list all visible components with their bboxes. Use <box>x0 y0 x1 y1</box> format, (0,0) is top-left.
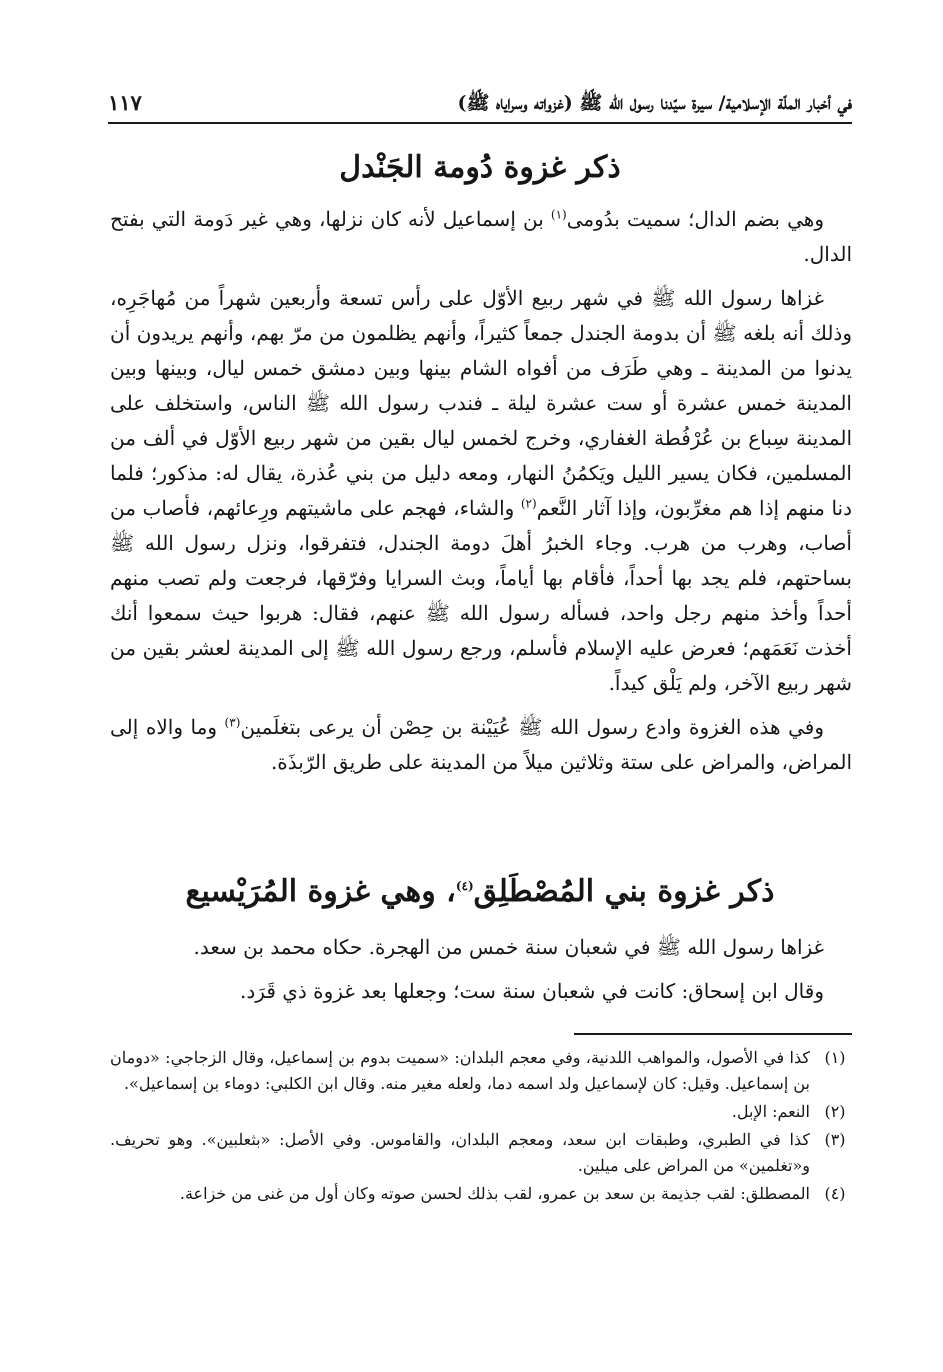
footnote-marker[interactable]: (٢) <box>520 496 537 511</box>
section-body-dumat-al-jandal <box>110 202 852 789</box>
footnote-3 <box>110 1127 852 1179</box>
footnote-marker[interactable]: (٣) <box>224 715 241 730</box>
heading-text: ذكر غزوة بني المُصْطَلِق <box>473 874 775 909</box>
footnote-1 <box>110 1045 852 1097</box>
footnote-2 <box>110 1099 852 1125</box>
page-number: ١١٧ <box>108 90 142 115</box>
footnote-text: كذا في الطبري، وطبقات ابن سعد، ومعجم البلدان، والقاموس. وفي الأصل: «بثعلبين». وهو تحريف. و«تغلمين» من المراض على ميلين. <box>110 1130 810 1175</box>
paragraph <box>110 281 852 701</box>
footnote-text: كذا في الأصول، والمواهب اللدنية، وفي معجم البلدان: «سميت بدوم بن إسماعيل، وقال الزجاجي: «دومان بن إسماعيل. وقيل: كان لإسماعيل ولد اسمه دما، ولعله مغير منه. وقال ابن الكلبي: دوماء بن إسماعيل». <box>110 1048 810 1093</box>
paragraph: وقال ابن إسحاق: كانت في شعبان سنة ست؛ وجعلها بعد غزوة ذي قَرَد. <box>240 979 824 1003</box>
section-heading-dumat-al-jandal: ذكر غزوة دُومة الجَنْدل <box>339 150 621 185</box>
heading-text: ، وهي غزوة المُرَيْسيع <box>185 874 456 909</box>
footnote-number: (٣) <box>824 1130 846 1149</box>
paragraph: غزاها رسول الله ﷺ في شعبان سنة خمس من الهجرة. حكاه محمد بن سعد. <box>193 935 824 959</box>
footnote-divider <box>574 1033 852 1035</box>
paragraph-text: بن إسماعيل لأنه كان نزلها، وهي غير دَومة التي بفتح الدال. <box>110 207 852 266</box>
footnote-marker[interactable]: (٤) <box>455 879 474 893</box>
footnote-text: المصطلق: لقب جذيمة بن سعد بن عمرو، لقب بذلك لحسن صوته وكان أول من غنى من خزاعة. <box>179 1184 810 1203</box>
running-title: في أخبار الملّة الإسلامية/ سيرة سيّدنا رسول الله ﷺ (غزواته وسراياه ﷺ) <box>457 92 852 114</box>
paragraph-text: وهي بضم الدال؛ سميت بدُومى <box>566 207 824 231</box>
paragraph-text: وفي هذه الغزوة وادع رسول الله ﷺ عُيَيْنة بن حِصْن أن يرعى بتغلَمين <box>240 715 824 739</box>
paragraph <box>110 710 852 780</box>
paragraph-text: غزاها رسول الله ﷺ في شهر ربيع الأوّل على رأس تسعة وأربعين شهراً من مُهاجَرِه، وذلك أنه بلغه ﷺ أن بدومة الجندل جمعاً كثيراً، وأنهم يظلمون من مرّ بهم، وأنهم يريدون أن يدنوا من المدينة ـ وهي طَرَف من أفواه الشام بينها وبين دمشق خمس ليال، وبينها وبين المدينة خمس عشرة أو ست عشرة ليلة ـ فندب رسول الله ﷺ الناس، واستخلف على المدينة سِباع بن عُرْفُطة الغفاري، وخرج لخمس ليال بقين من شهر ربيع الأوّل في ألف من المسلمين، فكان يسير الليل ويَكمُنُ النهار، ومعه دليل من بني عُذرة، يقال له: مذكور؛ فلما دنا منهم إذا هم مغرِّبون، وإذا آثار النَّعم <box>110 286 853 520</box>
footnote-text: النعم: الإبل. <box>731 1102 810 1121</box>
running-header <box>108 88 852 124</box>
footnote-4 <box>110 1181 852 1207</box>
footnote-number: (٤) <box>824 1184 846 1203</box>
paragraph-text: والشاء، فهجم على ماشيتهم ورِعائهم، فأصاب من أصاب، وهرب من هرب. وجاء الخبرُ أهلَ دومة الجندل، فتفرقوا، ونزل رسول الله ﷺ بساحتهم، فلم يجد بها أحداً، فأقام بها أياماً، وبث السرايا وفرّقها، فرجعت ولم تصب منهم أحداً وأخذ منهم رجل واحد، فسأله رسول الله ﷺ عنهم، فقال: هربوا حيث سمعوا أنك أخذت نَعَمَهم؛ فعرض عليه الإسلام فأسلم، ورجع رسول الله ﷺ إلى المدينة لعشر بقين من شهر ربيع الآخر، ولم يَلْق كيداً. <box>110 496 852 695</box>
footnote-number: (١) <box>824 1048 846 1067</box>
section-heading-bani-al-mustaliq <box>108 872 852 912</box>
paragraph-text: وما والاه إلى المراض، والمراض على ستة وثلاثين ميلاً من المدينة على طريق الرّبذَة. <box>110 715 852 774</box>
footnote-marker[interactable]: (١) <box>550 207 567 222</box>
paragraph <box>110 202 852 272</box>
footnote-number: (٢) <box>824 1102 846 1121</box>
section-body-bani-al-mustaliq <box>110 930 852 1018</box>
footnotes <box>110 1045 852 1209</box>
